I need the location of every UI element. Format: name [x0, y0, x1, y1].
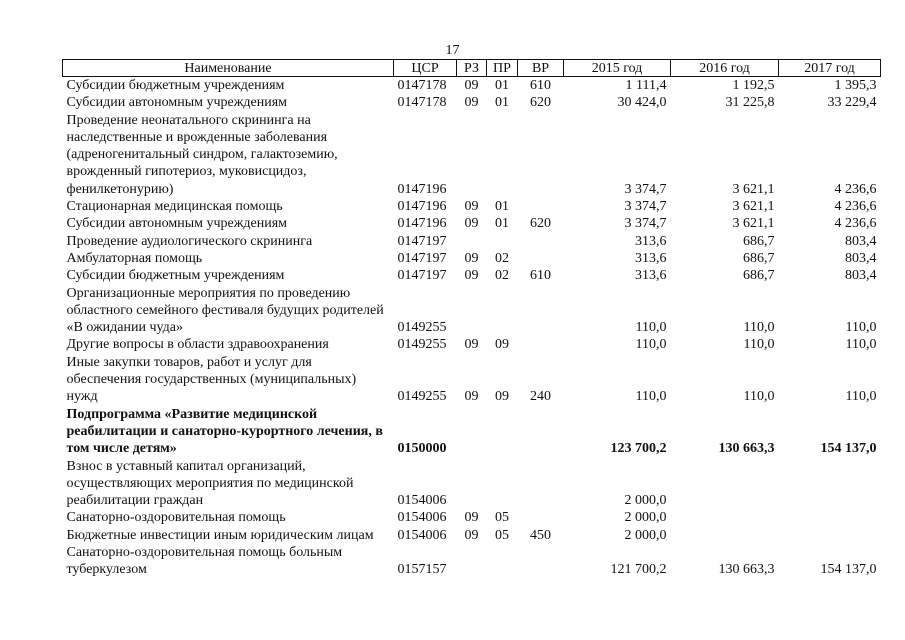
header-rz: РЗ	[457, 60, 487, 77]
row-value-2015: 2 000,0	[624, 493, 667, 509]
row-value-2017: 1 395,3	[834, 78, 877, 93]
row-rz	[457, 458, 487, 510]
row-rz: 09	[464, 95, 479, 111]
row-rz: 09	[464, 216, 479, 232]
header-name: Наименование	[63, 60, 394, 77]
row-name: Иные закупки товаров, работ и услуг для обеспечения государственных (муниципальных) нужд	[66, 354, 357, 405]
row-pr: 05	[495, 510, 509, 526]
table-row	[63, 112, 881, 198]
row-pr	[487, 458, 518, 510]
budget-table	[62, 59, 881, 579]
row-value-2015: 110,0	[635, 320, 667, 336]
row-rz: 09	[464, 527, 479, 543]
table-row	[63, 336, 881, 353]
row-value-2015: 3 374,7	[624, 216, 667, 232]
row-rz: 09	[464, 199, 479, 215]
row-name: Субсидии автономным учреждениям	[66, 95, 288, 111]
row-rz	[457, 544, 487, 579]
row-value-2017: 4 236,6	[834, 199, 877, 215]
row-value-2016: 686,7	[743, 268, 775, 284]
row-value-2017	[779, 458, 881, 510]
row-vr	[518, 509, 564, 526]
row-value-2017: 154 137,0	[820, 562, 877, 578]
row-value-2017	[779, 509, 881, 526]
row-csr: 0149255	[397, 337, 447, 353]
row-pr: 09	[495, 337, 509, 353]
row-value-2016: 130 663,3	[718, 441, 775, 457]
row-pr	[487, 112, 518, 198]
header-pr: ПР	[487, 60, 518, 77]
row-pr: 01	[495, 95, 509, 111]
row-csr: 0147197	[397, 233, 447, 249]
table-row	[63, 354, 881, 406]
row-vr: 610	[530, 268, 551, 284]
row-value-2015: 2 000,0	[624, 527, 667, 543]
row-rz	[457, 406, 487, 458]
row-pr: 01	[495, 199, 509, 215]
row-csr: 0147196	[397, 181, 447, 197]
row-csr: 0149255	[397, 320, 447, 336]
row-vr	[518, 198, 564, 215]
table-row	[63, 406, 881, 458]
row-value-2017: 803,4	[845, 250, 877, 266]
row-value-2016: 3 621,1	[732, 199, 775, 215]
row-csr: 0147178	[397, 78, 447, 93]
row-pr: 01	[495, 216, 509, 232]
row-value-2016: 3 621,1	[732, 216, 775, 232]
row-value-2016: 130 663,3	[718, 562, 775, 578]
row-value-2015: 30 424,0	[617, 95, 667, 111]
row-value-2017: 110,0	[845, 389, 877, 405]
row-value-2016: 110,0	[743, 320, 775, 336]
row-value-2017: 803,4	[845, 233, 877, 249]
table-row	[63, 233, 881, 250]
row-rz	[457, 112, 487, 198]
row-pr: 09	[495, 389, 509, 405]
row-value-2015: 313,6	[635, 233, 667, 249]
table-row	[63, 544, 881, 579]
header-csr: ЦСР	[394, 60, 457, 77]
row-pr	[487, 544, 518, 579]
row-vr	[518, 112, 564, 198]
row-csr: 0150000	[397, 441, 447, 457]
header-2016: 2016 год	[671, 60, 779, 77]
row-name: Подпрограмма «Развитие медицинской реабилитации и санаторно-курортного лечения, в том числе детям»	[66, 406, 383, 457]
row-value-2016: 110,0	[743, 389, 775, 405]
header-2015: 2015 год	[564, 60, 671, 77]
row-csr: 0154006	[397, 510, 447, 526]
row-pr: 02	[495, 250, 509, 266]
table-row	[63, 215, 881, 232]
row-value-2015: 123 700,2	[610, 441, 667, 457]
row-pr: 02	[495, 268, 509, 284]
row-rz: 09	[464, 389, 479, 405]
row-value-2015: 110,0	[635, 337, 667, 353]
row-value-2015: 110,0	[635, 389, 667, 405]
row-name: Проведение неонатального скрининга на наследственные и врожденные заболевания (адреногенитальный синдром, галактоземию, врожденный гипотериоз, муковисцидоз, фенилкетонурию)	[66, 112, 338, 197]
row-pr: 01	[495, 78, 509, 93]
row-value-2016	[671, 458, 779, 510]
table-row	[63, 285, 881, 337]
row-value-2015: 313,6	[635, 250, 667, 266]
row-vr	[518, 544, 564, 579]
row-vr: 450	[530, 527, 551, 543]
row-csr: 0154006	[397, 493, 447, 509]
row-vr: 610	[530, 78, 551, 93]
table-row	[63, 77, 881, 95]
row-rz: 09	[464, 250, 479, 266]
row-csr: 0147178	[397, 95, 447, 111]
row-rz	[457, 285, 487, 337]
row-vr	[518, 458, 564, 510]
row-vr	[518, 336, 564, 353]
header-2017: 2017 год	[779, 60, 881, 77]
row-pr	[487, 285, 518, 337]
row-value-2017: 4 236,6	[834, 181, 877, 197]
row-value-2016: 110,0	[743, 337, 775, 353]
row-name: Другие вопросы в области здравоохранения	[66, 337, 329, 353]
row-value-2016: 686,7	[743, 250, 775, 266]
row-name: Санаторно-оздоровительная помощь	[66, 510, 286, 526]
row-value-2017: 110,0	[845, 320, 877, 336]
row-csr: 0157157	[397, 562, 447, 578]
table-row	[63, 527, 881, 544]
row-csr: 0154006	[397, 527, 447, 543]
row-value-2016: 686,7	[743, 233, 775, 249]
table-row	[63, 509, 881, 526]
row-name: Стационарная медицинская помощь	[66, 199, 283, 215]
row-vr: 240	[530, 389, 551, 405]
table-row	[63, 267, 881, 284]
row-value-2016: 31 225,8	[725, 95, 775, 111]
row-value-2016: 1 192,5	[732, 78, 775, 93]
row-pr	[487, 406, 518, 458]
row-value-2015: 3 374,7	[624, 199, 667, 215]
table-header-row	[63, 60, 881, 77]
row-rz: 09	[464, 337, 479, 353]
row-name: Амбулаторная помощь	[66, 250, 203, 266]
row-name: Субсидии бюджетным учреждениям	[66, 268, 285, 284]
row-value-2016	[671, 527, 779, 544]
table-row	[63, 198, 881, 215]
row-name: Бюджетные инвестиции иным юридическим лицам	[66, 527, 374, 543]
row-value-2015: 121 700,2	[610, 562, 667, 578]
row-vr: 620	[530, 95, 551, 111]
row-value-2017: 4 236,6	[834, 216, 877, 232]
row-name: Взнос в уставный капитал организаций, осуществляющих мероприятия по медицинской реабилитации граждан	[66, 458, 354, 509]
row-rz: 09	[464, 510, 479, 526]
row-vr	[518, 285, 564, 337]
table-row	[63, 458, 881, 510]
row-name: Субсидии бюджетным учреждениям	[66, 78, 285, 93]
row-vr: 620	[530, 216, 551, 232]
row-value-2016: 3 621,1	[732, 181, 775, 197]
row-value-2015: 313,6	[635, 268, 667, 284]
row-value-2017: 803,4	[845, 268, 877, 284]
row-pr	[487, 233, 518, 250]
row-csr: 0147196	[397, 199, 447, 215]
row-value-2017: 33 229,4	[827, 95, 877, 111]
row-vr	[518, 250, 564, 267]
row-value-2015: 2 000,0	[624, 510, 667, 526]
page-number: 17	[445, 43, 460, 58]
row-name: Санаторно-оздоровительная помощь больным туберкулезом	[66, 545, 343, 578]
row-name: Организационные мероприятия по проведению областного семейного фестиваля будущих родителей «В ожидании чуда»	[66, 285, 384, 336]
row-rz: 09	[464, 268, 479, 284]
row-value-2015: 1 111,4	[625, 78, 667, 93]
row-csr: 0147197	[397, 250, 447, 266]
row-value-2015: 3 374,7	[624, 181, 667, 197]
row-csr: 0147197	[397, 268, 447, 284]
row-name: Проведение аудиологического скрининга	[66, 233, 313, 249]
row-vr	[518, 233, 564, 250]
row-name: Субсидии автономным учреждениям	[66, 216, 288, 232]
row-value-2017: 154 137,0	[820, 441, 877, 457]
table-row	[63, 250, 881, 267]
row-rz	[457, 233, 487, 250]
header-vr: ВР	[518, 60, 564, 77]
row-vr	[518, 406, 564, 458]
row-value-2016	[671, 509, 779, 526]
row-csr: 0149255	[397, 389, 447, 405]
row-value-2017	[779, 527, 881, 544]
row-rz: 09	[464, 78, 479, 93]
row-value-2017: 110,0	[845, 337, 877, 353]
row-csr: 0147196	[397, 216, 447, 232]
row-pr: 05	[495, 527, 509, 543]
table-row	[63, 94, 881, 111]
